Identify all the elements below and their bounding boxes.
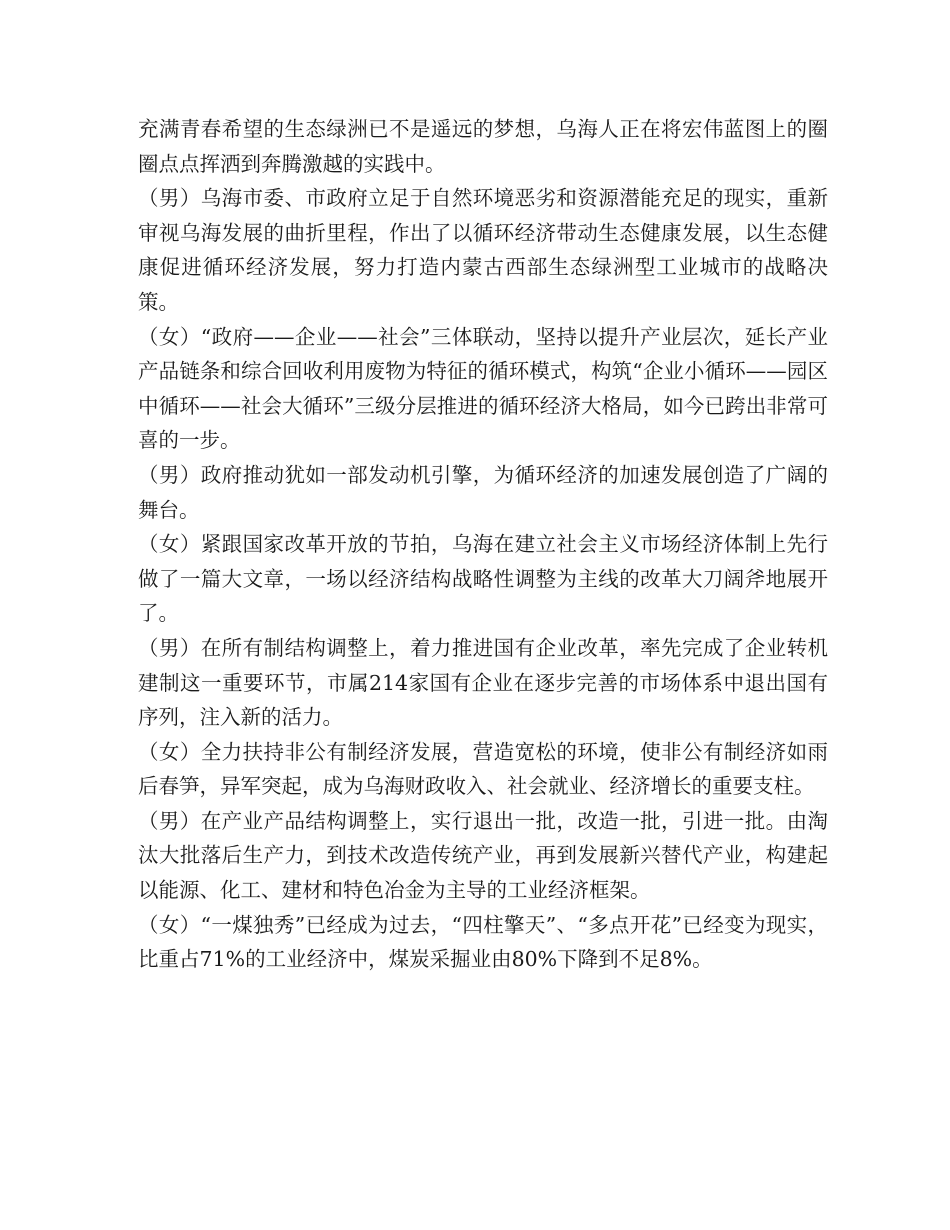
paragraph: 充满青春希望的生态绿洲已不是遥远的梦想，乌海人正在将宏伟蓝图上的圈圈点点挥洒到奔腾激越的实践中。 xyxy=(138,117,828,176)
paragraph: （男）在产业产品结构调整上，实行退出一批，改造一批，引进一批。由淘汰大批落后生产力，到技术改造传统产业，再到发展新兴替代产业，构建起以能源、化工、建材和特色冶金为主导的工业经济框架。 xyxy=(138,808,828,903)
paragraph: （女）“一煤独秀”已经成为过去，“四柱擎天”、“多点开花”已经变为现实，比重占71%的工业经济中，煤炭采掘业由80%下降到不足8%。 xyxy=(138,912,828,972)
paragraph: （女）紧跟国家改革开放的节拍，乌海在建立社会主义市场经济体制上先行做了一篇大文章，一场以经济结构战略性调整为主线的改革大刀阔斧地展开了。 xyxy=(138,532,828,626)
paragraph: （女）全力扶持非公有制经济发展，营造宽松的环境，使非公有制经济如雨后春笋，异军突起，成为乌海财政收入、社会就业、经济增长的重要支柱。 xyxy=(138,739,828,799)
paragraph: （男）政府推动犹如一部发动机引擎，为循环经济的加速发展创造了广阔的舞台。 xyxy=(138,462,828,522)
paragraph: （女）“政府——企业——社会”三体联动，坚持以提升产业层次，延长产业产品链条和综合回收利用废物为特征的循环模式，构筑“企业小循环——园区中循环——社会大循环”三级分层推进的循环经济大格局，如今已跨出非常可喜的一步。 xyxy=(138,324,828,453)
paragraph: （男）乌海市委、市政府立足于自然环境恶劣和资源潜能充足的现实，重新审视乌海发展的曲折里程，作出了以循环经济带动生态健康发展，以生态健康促进循环经济发展，努力打造内蒙古西部生态绿洲型工业城市的战略决策。 xyxy=(138,186,828,314)
paragraph: （男）在所有制结构调整上，着力推进国有企业改革，率先完成了企业转机建制这一重要环节，市属214家国有企业在逐步完善的市场体系中退出国有序列，注入新的活力。 xyxy=(138,635,828,730)
document-body xyxy=(138,112,828,977)
